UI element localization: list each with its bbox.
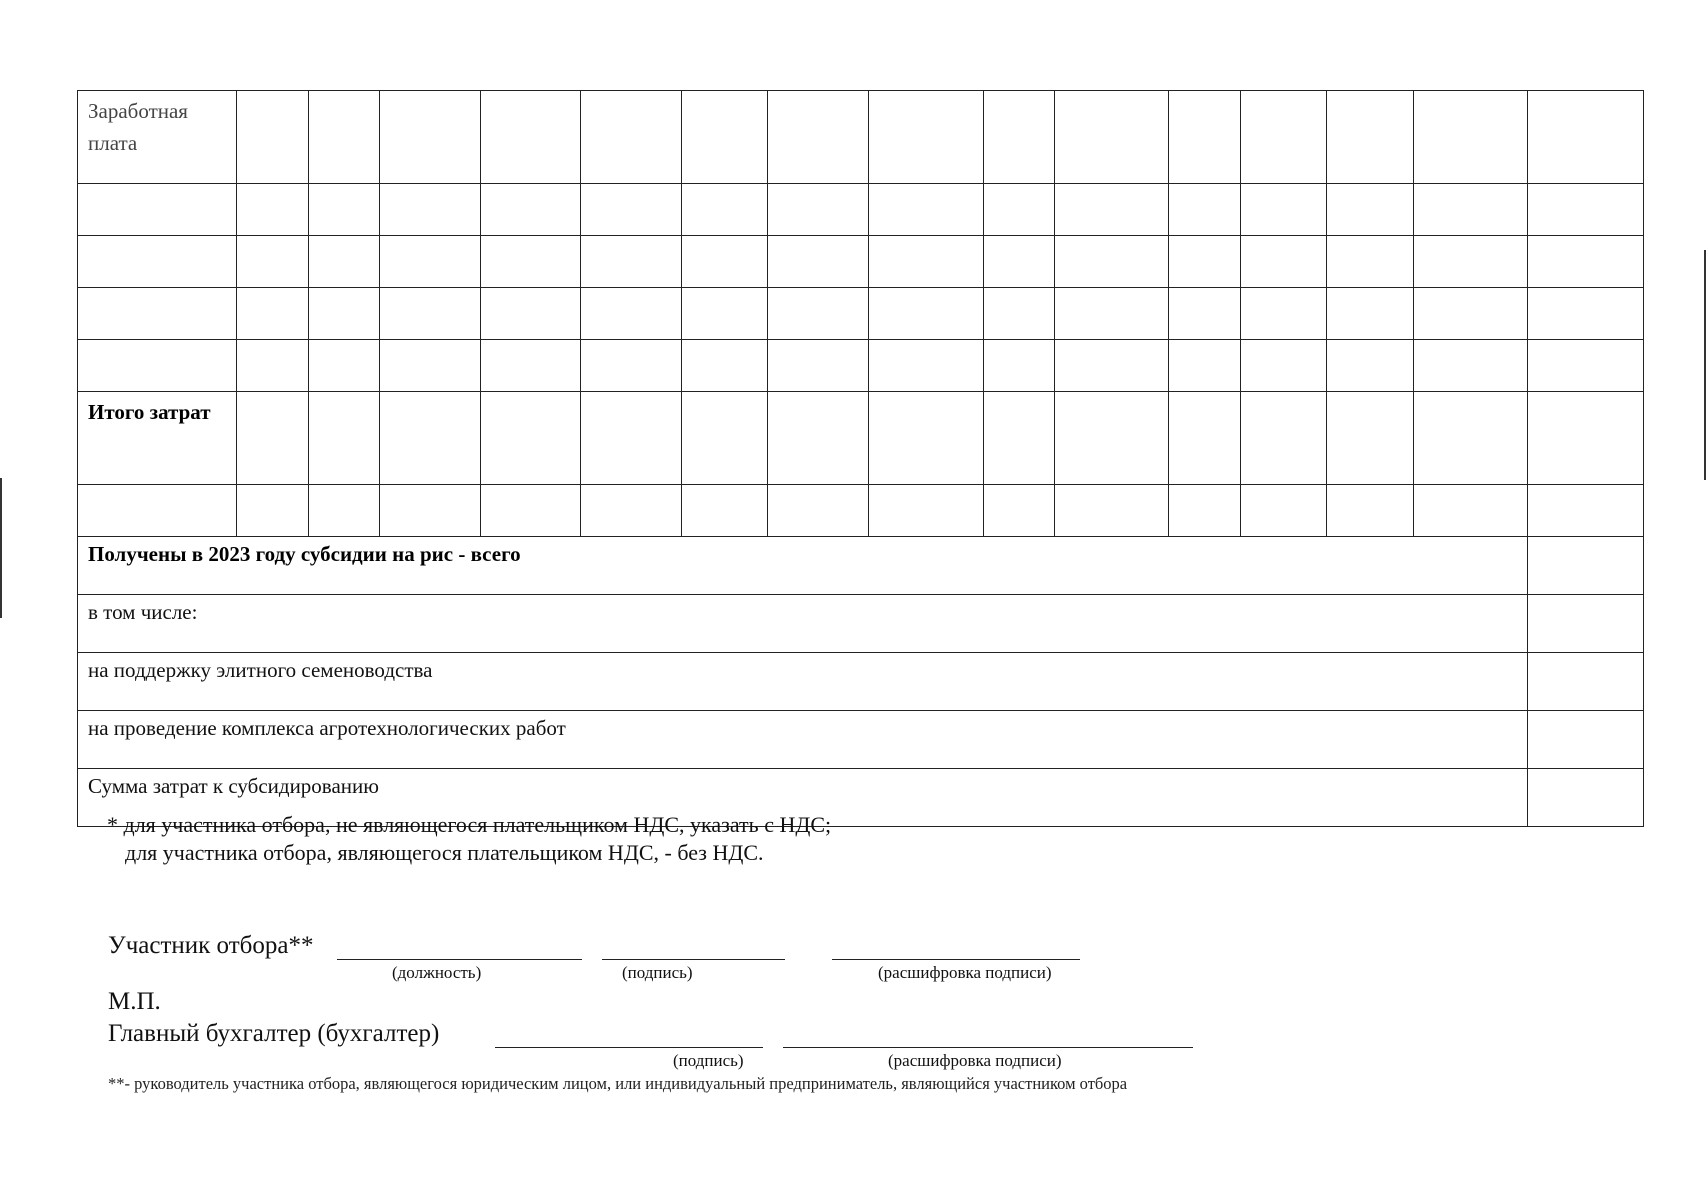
- table-cell[interactable]: [237, 392, 309, 485]
- table-cell[interactable]: [1327, 288, 1414, 340]
- table-cell[interactable]: [309, 485, 380, 537]
- table-cell[interactable]: [78, 184, 237, 236]
- table-cell[interactable]: [1169, 340, 1241, 392]
- table-cell[interactable]: [1169, 184, 1241, 236]
- table-cell[interactable]: [581, 91, 682, 184]
- table-cell[interactable]: [237, 340, 309, 392]
- table-cell[interactable]: [682, 91, 768, 184]
- position-line[interactable]: [337, 959, 582, 960]
- table-cell[interactable]: [581, 392, 682, 485]
- vat-note-line-1: * для участника отбора, не являющегося плательщиком НДС, указать с НДС;: [107, 812, 832, 837]
- table-cell[interactable]: [682, 340, 768, 392]
- table-cell[interactable]: [869, 184, 984, 236]
- table-cell[interactable]: [1528, 184, 1644, 236]
- summary-label: Получены в 2023 году субсидии на рис - всего: [78, 537, 1528, 595]
- table-cell[interactable]: [1169, 288, 1241, 340]
- summary-row-including: [78, 595, 1644, 653]
- table-cell[interactable]: [869, 91, 984, 184]
- position-caption: (должность): [392, 963, 482, 982]
- table-cell[interactable]: [380, 485, 481, 537]
- table-cell[interactable]: [1241, 288, 1327, 340]
- summary-value-cell[interactable]: [1528, 537, 1644, 595]
- table-cell[interactable]: [380, 288, 481, 340]
- row-label-total: Итого затрат: [78, 392, 237, 485]
- table-cell[interactable]: [1414, 91, 1528, 184]
- table-cell[interactable]: [1241, 91, 1327, 184]
- table-cell[interactable]: [581, 288, 682, 340]
- summary-row-subsidies-total: [78, 537, 1644, 595]
- table-cell[interactable]: [481, 288, 581, 340]
- table-cell[interactable]: [1055, 288, 1169, 340]
- table-cell[interactable]: [768, 91, 869, 184]
- table-cell[interactable]: [682, 236, 768, 288]
- table-cell[interactable]: [309, 340, 380, 392]
- table-cell[interactable]: [1241, 236, 1327, 288]
- table-cell[interactable]: [1327, 184, 1414, 236]
- participant-signature-caption: (подпись): [622, 963, 693, 982]
- table-cell[interactable]: [237, 236, 309, 288]
- table-cell[interactable]: [1414, 184, 1528, 236]
- table-row: [78, 184, 1644, 236]
- table-cell[interactable]: [1528, 91, 1644, 184]
- table-row-total: [78, 392, 1644, 485]
- table-cell[interactable]: [682, 392, 768, 485]
- table-cell[interactable]: [481, 91, 581, 184]
- table-cell[interactable]: [869, 392, 984, 485]
- summary-label: Сумма затрат к субсидированию: [78, 769, 1528, 827]
- summary-label: в том числе:: [78, 595, 1528, 653]
- table-cell[interactable]: [984, 236, 1055, 288]
- table-cell[interactable]: [768, 288, 869, 340]
- table-cell[interactable]: [1528, 340, 1644, 392]
- table-cell[interactable]: [237, 184, 309, 236]
- accountant-label: Главный бухгалтер (бухгалтер): [108, 1020, 440, 1047]
- vat-note-line-2: для участника отбора, являющегося плательщиком НДС, - без НДС.: [125, 840, 764, 865]
- table-cell[interactable]: [1414, 288, 1528, 340]
- table-cell[interactable]: [309, 288, 380, 340]
- table-cell[interactable]: [1528, 236, 1644, 288]
- accountant-decoding-caption: (расшифровка подписи): [888, 1051, 1062, 1070]
- table-cell[interactable]: [1055, 392, 1169, 485]
- participant-decoding-caption: (расшифровка подписи): [878, 963, 1052, 982]
- table-cell[interactable]: [1241, 340, 1327, 392]
- table-cell[interactable]: [1169, 392, 1241, 485]
- row-label-salary: Заработная плата: [78, 91, 237, 184]
- table-cell[interactable]: [682, 184, 768, 236]
- table-cell[interactable]: [1241, 184, 1327, 236]
- summary-row-elite-seed: [78, 653, 1644, 711]
- summary-value-cell[interactable]: [1528, 653, 1644, 711]
- table-cell[interactable]: [1055, 236, 1169, 288]
- table-cell[interactable]: [682, 485, 768, 537]
- scan-edge-mark: [1704, 250, 1706, 480]
- footnote: **- руководитель участника отбора, являющегося юридическим лицом, или индивидуальный предприниматель, являющийся участником отбора: [108, 1074, 1128, 1093]
- participant-decoding-line[interactable]: [832, 959, 1080, 960]
- summary-label: на поддержку элитного семеноводства: [78, 653, 1528, 711]
- table-cell[interactable]: [768, 236, 869, 288]
- table-cell[interactable]: [1169, 485, 1241, 537]
- table-cell[interactable]: [581, 236, 682, 288]
- table-row: [78, 288, 1644, 340]
- summary-value-cell[interactable]: [1528, 595, 1644, 653]
- table-cell[interactable]: [869, 288, 984, 340]
- table-cell[interactable]: [78, 340, 237, 392]
- table-cell[interactable]: [309, 392, 380, 485]
- scan-edge-mark: [0, 478, 2, 618]
- table-cell[interactable]: [1414, 236, 1528, 288]
- table-cell[interactable]: [481, 236, 581, 288]
- accountant-decoding-line[interactable]: [783, 1047, 1193, 1048]
- accountant-signature-caption: (подпись): [673, 1051, 744, 1070]
- table-cell[interactable]: [481, 485, 581, 537]
- table-cell[interactable]: [984, 91, 1055, 184]
- table-cell[interactable]: [1414, 392, 1528, 485]
- table-row-salary: [78, 91, 1644, 184]
- table-cell[interactable]: [984, 340, 1055, 392]
- table-cell[interactable]: [581, 184, 682, 236]
- table-cell[interactable]: [1055, 340, 1169, 392]
- stamp-label: М.П.: [108, 988, 161, 1015]
- table-cell[interactable]: [380, 392, 481, 485]
- table-row: [78, 340, 1644, 392]
- table-cell[interactable]: [1055, 485, 1169, 537]
- table-cell[interactable]: [984, 392, 1055, 485]
- table-cell[interactable]: [1327, 485, 1414, 537]
- table-cell[interactable]: [1169, 91, 1241, 184]
- table-cell[interactable]: [1327, 340, 1414, 392]
- table-cell[interactable]: [481, 184, 581, 236]
- table-cell[interactable]: [581, 340, 682, 392]
- table-cell[interactable]: [481, 340, 581, 392]
- table-cell[interactable]: [581, 485, 682, 537]
- table-cell[interactable]: [380, 340, 481, 392]
- table-cell[interactable]: [309, 236, 380, 288]
- summary-value-cell[interactable]: [1528, 769, 1644, 827]
- table-cell[interactable]: [78, 236, 237, 288]
- summary-label: на проведение комплекса агротехнологических работ: [78, 711, 1528, 769]
- table-cell[interactable]: [380, 236, 481, 288]
- table-cell[interactable]: [869, 236, 984, 288]
- table-cell[interactable]: [984, 184, 1055, 236]
- table-cell[interactable]: [984, 288, 1055, 340]
- table-cell[interactable]: [1327, 392, 1414, 485]
- table-cell[interactable]: [237, 91, 309, 184]
- table-cell[interactable]: [309, 184, 380, 236]
- table-cell[interactable]: [1528, 288, 1644, 340]
- table-cell[interactable]: [481, 392, 581, 485]
- summary-value-cell[interactable]: [1528, 711, 1644, 769]
- table-cell[interactable]: [1241, 392, 1327, 485]
- table-cell[interactable]: [1055, 184, 1169, 236]
- table-cell[interactable]: [869, 485, 984, 537]
- table-cell[interactable]: [869, 340, 984, 392]
- table-cell[interactable]: [1327, 91, 1414, 184]
- table-cell[interactable]: [1169, 236, 1241, 288]
- table-row: [78, 485, 1644, 537]
- table-cell[interactable]: [1414, 340, 1528, 392]
- cost-table: [77, 90, 1644, 827]
- accountant-signature-line[interactable]: [495, 1047, 763, 1048]
- table-cell[interactable]: [380, 91, 481, 184]
- table-cell[interactable]: [1055, 91, 1169, 184]
- participant-signature-line[interactable]: [602, 959, 785, 960]
- table-cell[interactable]: [78, 485, 237, 537]
- table-cell[interactable]: [768, 184, 869, 236]
- table-cell[interactable]: [1327, 236, 1414, 288]
- table-cell[interactable]: [1528, 392, 1644, 485]
- table-cell[interactable]: [309, 91, 380, 184]
- table-cell[interactable]: [682, 288, 768, 340]
- table-cell[interactable]: [237, 288, 309, 340]
- summary-row-agrotech: [78, 711, 1644, 769]
- table-cell[interactable]: [1528, 485, 1644, 537]
- table-cell[interactable]: [768, 340, 869, 392]
- table-cell[interactable]: [984, 485, 1055, 537]
- table-cell[interactable]: [1241, 485, 1327, 537]
- table-cell[interactable]: [380, 184, 481, 236]
- table-cell[interactable]: [78, 288, 237, 340]
- table-cell[interactable]: [237, 485, 309, 537]
- table-cell[interactable]: [1414, 485, 1528, 537]
- participant-label: Участник отбора**: [108, 932, 314, 959]
- table-row: [78, 236, 1644, 288]
- table-cell[interactable]: [768, 392, 869, 485]
- table-cell[interactable]: [768, 485, 869, 537]
